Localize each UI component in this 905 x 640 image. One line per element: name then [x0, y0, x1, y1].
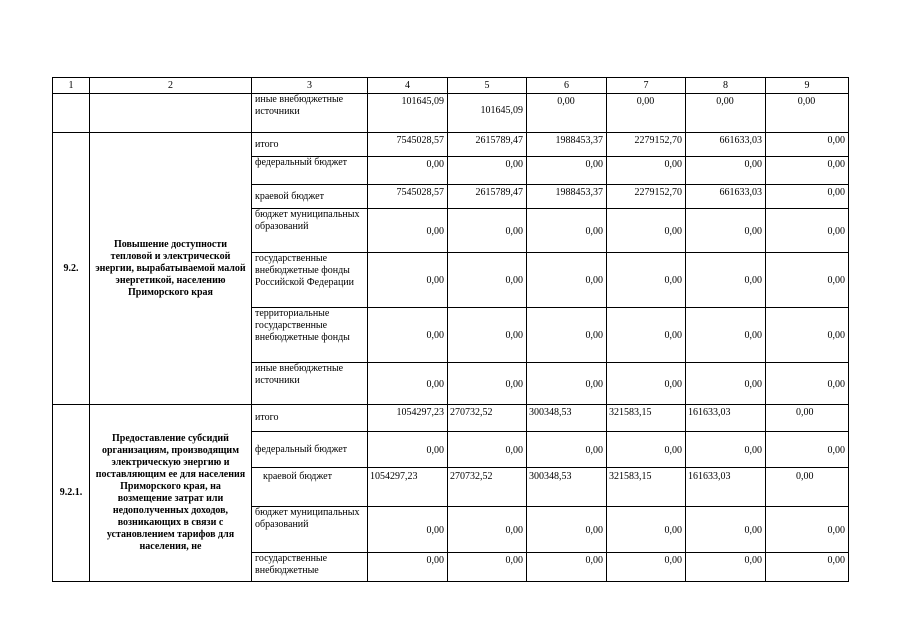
budget-table [52, 77, 849, 582]
value-cell: 0,00 [686, 253, 766, 308]
value-cell: 0,00 [448, 308, 527, 363]
value-cell: 0,00 [607, 308, 686, 363]
value-cell: 0,00 [368, 432, 448, 468]
value-cell: 0,00 [766, 185, 849, 209]
value-cell: 0,00 [527, 209, 607, 253]
value-cell: 0,00 [686, 507, 766, 553]
source-cell: итого [252, 405, 368, 432]
source-cell: иные внебюджетные источники [252, 363, 368, 405]
source-cell: федеральный бюджет [252, 157, 368, 185]
value-cell: 0,00 [766, 157, 849, 185]
value-cell: 0,00 [368, 157, 448, 185]
value-cell: 0,00 [368, 253, 448, 308]
value-cell: 0,00 [686, 553, 766, 582]
name-cell [90, 94, 252, 133]
value-cell: 7545028,57 [368, 185, 448, 209]
value-cell: 0,00 [368, 308, 448, 363]
value-cell: 0,00 [607, 209, 686, 253]
table-row [53, 133, 849, 157]
value-cell: 101645,09 [368, 94, 448, 133]
table-row [53, 94, 849, 133]
value-cell: 0,00 [766, 405, 849, 432]
value-cell: 7545028,57 [368, 133, 448, 157]
source-cell: краевой бюджет [252, 185, 368, 209]
header-cell: 4 [368, 78, 448, 94]
header-cell: 8 [686, 78, 766, 94]
value-cell: 2279152,70 [607, 185, 686, 209]
value-cell: 0,00 [527, 308, 607, 363]
source-cell: итого [252, 133, 368, 157]
value-cell: 0,00 [527, 253, 607, 308]
value-cell: 0,00 [686, 432, 766, 468]
value-cell: 161633,03 [686, 405, 766, 432]
value-cell: 2615789,47 [448, 133, 527, 157]
code-cell: 9.2. [53, 133, 90, 405]
value-cell: 0,00 [607, 157, 686, 185]
value-cell: 661633,03 [686, 185, 766, 209]
value-cell: 300348,53 [527, 468, 607, 507]
value-cell: 0,00 [527, 507, 607, 553]
source-cell: государственные внебюджетные фонды Российской Федерации [252, 253, 368, 308]
source-cell: краевой бюджет [252, 468, 368, 507]
value-cell: 270732,52 [448, 468, 527, 507]
header-cell: 1 [53, 78, 90, 94]
value-cell: 0,00 [766, 468, 849, 507]
value-cell: 1054297,23 [368, 468, 448, 507]
value-cell: 0,00 [766, 94, 849, 133]
header-cell: 7 [607, 78, 686, 94]
value-cell: 0,00 [448, 432, 527, 468]
value-cell: 0,00 [527, 157, 607, 185]
value-cell: 0,00 [686, 94, 766, 133]
value-cell: 0,00 [766, 507, 849, 553]
value-cell: 0,00 [686, 363, 766, 405]
header-cell: 5 [448, 78, 527, 94]
value-cell: 270732,52 [448, 405, 527, 432]
value-cell: 0,00 [448, 363, 527, 405]
value-cell: 661633,03 [686, 133, 766, 157]
value-cell: 321583,15 [607, 468, 686, 507]
source-cell: территориальные государственные внебюджетные фонды [252, 308, 368, 363]
table-row [53, 405, 849, 432]
value-cell: 0,00 [766, 209, 849, 253]
value-cell: 0,00 [448, 253, 527, 308]
value-cell: 0,00 [527, 432, 607, 468]
value-cell: 0,00 [527, 94, 607, 133]
value-cell: 0,00 [448, 553, 527, 582]
name-cell: Повышение доступности тепловой и электрической энергии, вырабатываемой малой энергетикой, населению Приморского края [90, 133, 252, 405]
source-cell: бюджет муниципальных образований [252, 507, 368, 553]
value-cell: 0,00 [527, 363, 607, 405]
value-cell: 0,00 [686, 308, 766, 363]
value-cell: 1988453,37 [527, 185, 607, 209]
value-cell: 300348,53 [527, 405, 607, 432]
value-cell: 0,00 [368, 209, 448, 253]
header-cell: 6 [527, 78, 607, 94]
value-cell: 0,00 [766, 553, 849, 582]
value-cell: 0,00 [766, 133, 849, 157]
value-cell: 321583,15 [607, 405, 686, 432]
header-cell: 3 [252, 78, 368, 94]
value-cell: 0,00 [368, 553, 448, 582]
value-cell: 0,00 [607, 553, 686, 582]
code-cell [53, 94, 90, 133]
value-cell: 2279152,70 [607, 133, 686, 157]
value-cell: 0,00 [686, 209, 766, 253]
value-cell: 0,00 [766, 253, 849, 308]
name-cell: Предоставление субсидий организациям, производящим электрическую энергию и поставляющим ее для населения Приморского края, на возмещение затрат или недополученных доходов, возникающих в связи с установлением тарифов для населения, не [90, 405, 252, 582]
source-cell: бюджет муниципальных образований [252, 209, 368, 253]
source-cell: иные внебюджетные источники [252, 94, 368, 133]
value-cell: 0,00 [448, 157, 527, 185]
value-cell: 0,00 [607, 94, 686, 133]
source-cell: государственные внебюджетные [252, 553, 368, 582]
value-cell: 1988453,37 [527, 133, 607, 157]
header-row [53, 78, 849, 94]
value-cell: 0,00 [368, 507, 448, 553]
header-cell: 2 [90, 78, 252, 94]
value-cell: 2615789,47 [448, 185, 527, 209]
value-cell: 161633,03 [686, 468, 766, 507]
value-cell: 101645,09 [448, 94, 527, 133]
value-cell: 0,00 [686, 157, 766, 185]
value-cell: 0,00 [766, 432, 849, 468]
source-cell: федеральный бюджет [252, 432, 368, 468]
value-cell: 0,00 [448, 507, 527, 553]
value-cell: 1054297,23 [368, 405, 448, 432]
value-cell: 0,00 [607, 507, 686, 553]
value-cell: 0,00 [766, 363, 849, 405]
code-cell: 9.2.1. [53, 405, 90, 582]
value-cell: 0,00 [766, 308, 849, 363]
header-cell: 9 [766, 78, 849, 94]
value-cell: 0,00 [607, 432, 686, 468]
value-cell: 0,00 [527, 553, 607, 582]
value-cell: 0,00 [607, 363, 686, 405]
value-cell: 0,00 [448, 209, 527, 253]
value-cell: 0,00 [607, 253, 686, 308]
value-cell: 0,00 [368, 363, 448, 405]
